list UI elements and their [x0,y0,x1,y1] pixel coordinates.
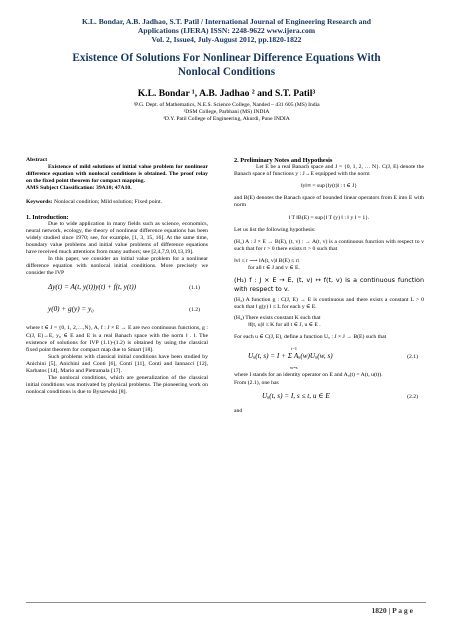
intro-paragraph-5: The nonlocal conditions, which are generalization of the classical initial conditions was motivated by physical problems. The pioneering work on nonlocal conditions is due to Byszewski [8]. [26,375,208,396]
introduction-heading: 1. Introduction: [26,213,69,221]
prelim-paragraph-3: Let us list the following hypothesis: [234,226,316,233]
equation-1-1-body: Δy(t) = A(t, y(t))y(t) + f(t, y(t)) [48,283,137,292]
sup-norm: ‖y‖∞ = sup{‖y(t)‖ : t ∈ J} [300,183,358,190]
page-number: 1820 | P a g e [371,606,413,615]
prelim-paragraph-6: From (2.1), one has [234,379,279,386]
left-column [26,157,208,396]
hypothesis-h1-inequality: ‖v‖ ≤ r ⟶ ‖A(t, v)‖ B(E) ≤ rₗ [234,257,299,264]
journal-header-line-2: Applications (IJERA) ISSN: 2248-9622 www.ijera.com [137,26,316,35]
equation-2-1 [234,344,424,372]
journal-header-line-1: K.L. Bondar, A.B. Jadhao, S.T. Patil / International Journal of Engineering Research and [82,17,371,26]
abstract-heading: Abstract [26,157,48,163]
equation-1-2 [26,302,208,320]
equation-1-2-number: (1.2) [189,307,200,314]
ams-classification: AMS Subject Classification: 39A10; 47A10. [26,185,132,192]
prelim-paragraph-1: Let E be a real Banach space and J = {0, 1, 2, … N}. C(J, E) denote the Banach space of functions y : J→E equipped with the norm [234,164,424,178]
author-list: K.L. Bondar ¹, A.B. Jadhao ² and S.T. Patil³ [137,88,316,99]
equation-2-1-sum-lower: w=s [290,365,298,371]
paper-title-line-1: Existence Of Solutions For Nonlinear Difference Equations With [72,52,381,64]
intro-paragraph-2: In this paper, we consider an initial value problem for a nonlinear difference equation with nonlocal initial conditions. More precisely we consider the IVP [26,256,208,277]
prelim-paragraph-7: and [234,407,243,414]
keywords-line [26,199,208,206]
affiliation-2: ²DSM College, Parbhani (MS) INDIA [183,109,270,115]
hypothesis-h1-condition: for all t ∈ J and v ∈ E. [248,265,300,272]
equation-1-1-number: (1.1) [189,285,200,292]
preliminaries-heading: 2. Preliminary Notes and Hypothesis [234,157,333,164]
operator-norm: ‖ T ‖B(E) = sup{‖ T (y) ‖ : ‖ y ‖ = 1}. [288,214,370,221]
equation-2-2-body: Uᵤ(t, s) = I, s ≤ t, u ∈ E [262,391,330,400]
hypothesis-h4-inequality: ‖f(t, u)‖ ≤ K for all t ∈ J, u ∈ E . [248,322,321,329]
keywords-label: Keywords: [26,199,53,206]
prelim-paragraph-4: For each u ∈ C(J, E), define a function Uᵤ : J × J → B(E) such that [234,334,387,341]
affiliation-1: ¹P.G. Dept. of Mathematics, N.E.S. Science College, Nanded – 431 605 (MS) India [133,102,320,108]
keywords-text: Nonlocal condition; Mild solution; Fixed point. [53,199,163,206]
equation-2-1-body: Uᵤ(t, s) = I + Σ Aᵤ(w)Uᵤ(w, s) [248,352,333,361]
prelim-paragraph-2: and B(E) denotes the Banach space of bounded linear operators from E into E with norm [234,195,424,209]
intro-paragraph-1: Due to wide application in many fields such as science, economics, neural network, ecology, the theory of nonlinear difference equations has been widely studied since 1970; see, for example, [1, 3, 15, 16]. At the same time, boundary value problems and initial value problems of difference equations have received much attentions from many authors; see [2,4,7,9,10,13,19]. [26,220,208,256]
equation-1-1 [26,280,208,298]
hypothesis-h3: (H₃) A function g : C(J, E) → E is continuous and there exists a constant L > 0 such that ‖ g(y) ‖ ≤ L for each y ∈ E. [234,296,424,311]
equation-2-2-number: (2.2) [407,393,418,400]
journal-header-line-3: Vol. 2, Issue4, July-August 2012, pp.1820-1822 [151,35,302,44]
footer-divider [26,602,426,603]
equation-2-1-sum-upper: t−1 [291,346,298,352]
intro-paragraph-4: Such problems with classical initial conditions have been studied by Anichini [5], Anichini and Conti [6], Conti [11], Conti and Iannacci [12], Karbatos [14], Mario and Pietramala [17]. [26,353,208,374]
right-column [234,157,424,415]
equation-1-2-body: y(0) + g(y) = y₀ [48,305,94,314]
hypothesis-h1: (H₁) A : J × E → B(E), (t, v) : → A(t, v) is a continuous function with respect to v such that for r > 0 there exists rₗ > 0 such that [234,238,424,252]
paper-title-line-2: Nonlocal Conditions [177,66,276,78]
equation-2-2 [234,390,424,408]
affiliation-3: ³D.Y. Patil College of Engineering, Akurdi, Pune INDIA [163,116,290,122]
prelim-paragraph-5: where I stands for an identity operator on E and Aᵤ(t) = A(t, u(t)). [234,372,383,379]
equation-2-1-number: (2.1) [407,354,418,361]
abstract-body: Existence of mild solutions of initial value problem for nonlinear difference equation with nonlocal conditions is obtained. The proof relay on the fixed point theorem for compact mapping. [26,164,208,185]
hypothesis-h2: (H₂) f : J × E → E, (t, v) ↦ f(t, v) is a continuous function with respect to v. [234,276,424,293]
hypothesis-h4: (H₄) There exists constant K such that [234,315,321,322]
intro-paragraph-3: where t ∈ J = {0, 1, 2,…,N}, A, f : J × E → E are two continuous functions, g : C(J, E)→E, y₀ ∈ E and E is a real Banach space with the norm ‖ . ‖. The existence of solutions for IVP (1.1)-(1.2) is obtained by using the classical fixed point theorem for compact map due to Smart [18]. [26,325,208,353]
